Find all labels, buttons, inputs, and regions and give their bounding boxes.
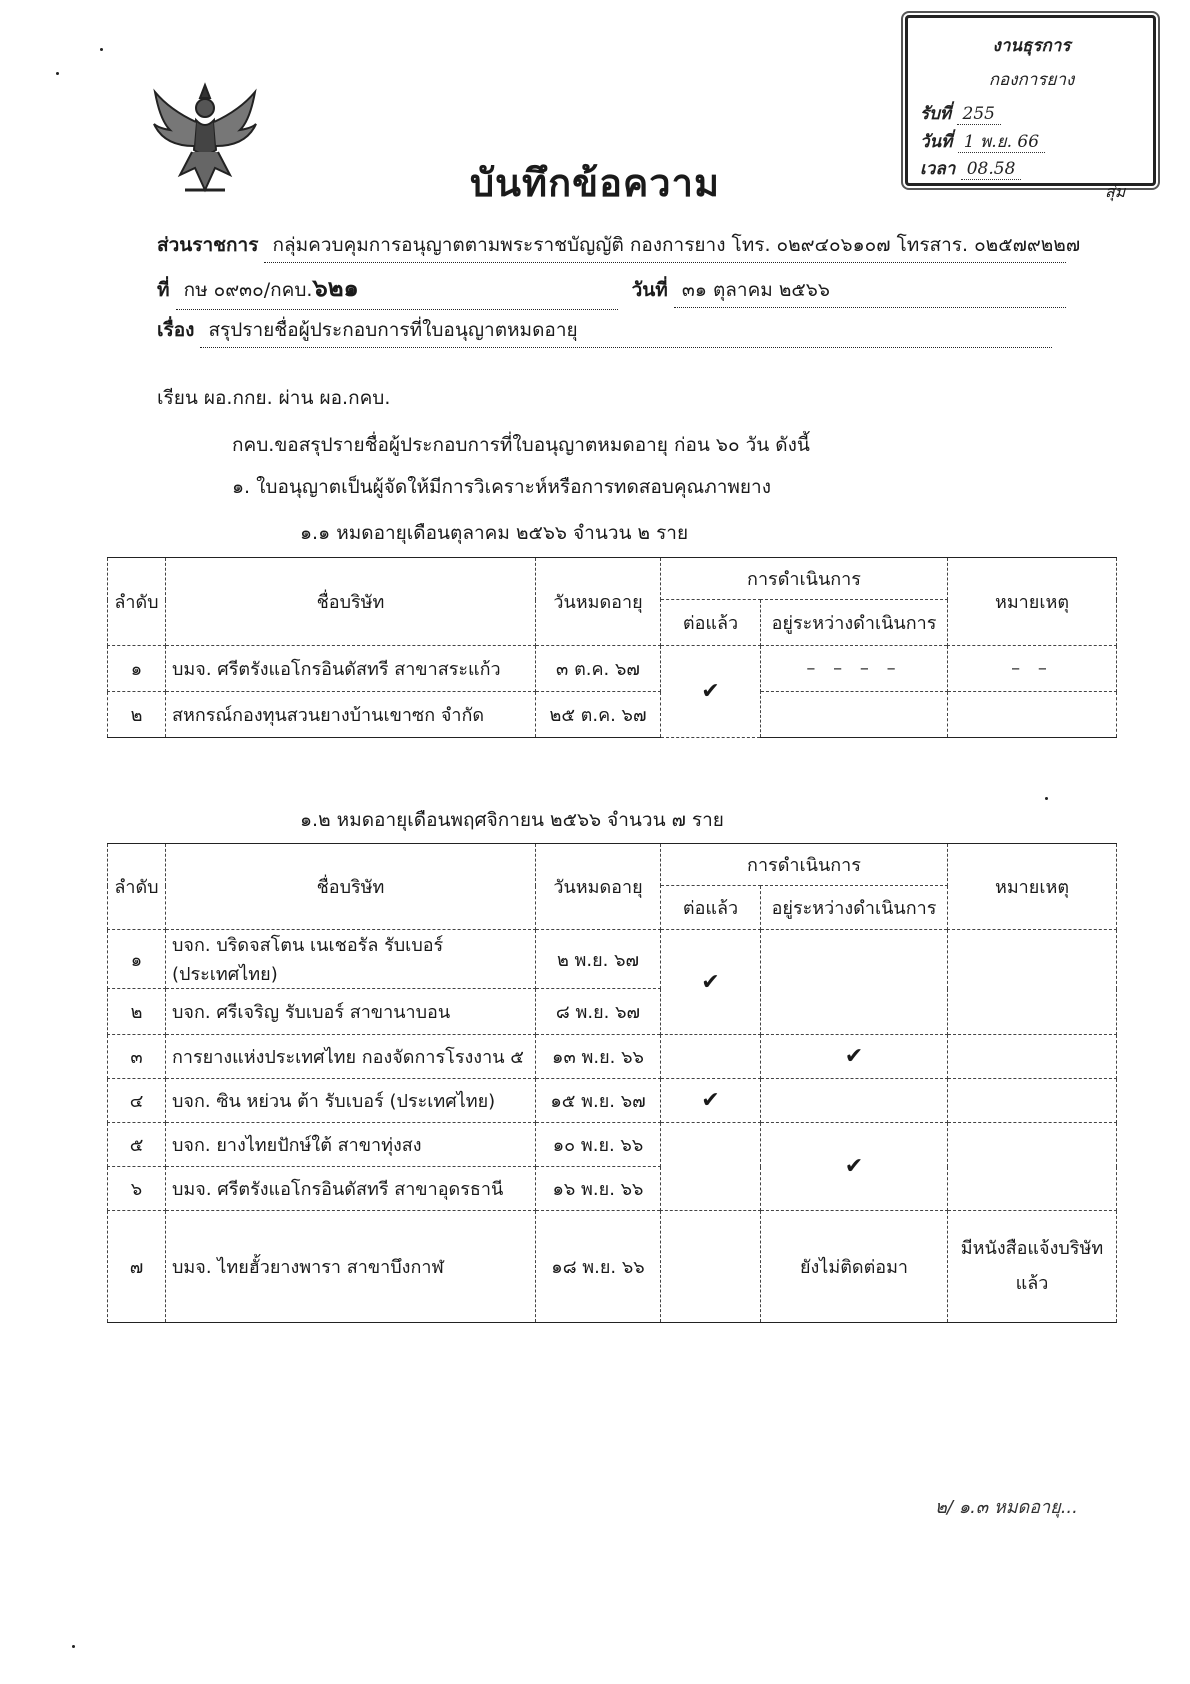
row-company: บจก. ยางไทยปักษ์ใต้ สาขาทุ่งสง bbox=[166, 1123, 536, 1167]
row-company: บจก. ศรีเจริญ รับเบอร์ สาขานาบอน bbox=[166, 989, 536, 1035]
header-no: ลำดับ bbox=[108, 844, 166, 930]
table-row bbox=[108, 1211, 1117, 1323]
subject-value: สรุปรายชื่อผู้ประกอบการที่ใบอนุญาตหมดอายุ bbox=[200, 315, 1052, 348]
row-company: การยางแห่งประเทศไทย กองจัดการโรงงาน ๕ bbox=[166, 1035, 536, 1079]
in-progress-check-icon: ✔ bbox=[761, 1123, 948, 1211]
row-no: ๔ bbox=[108, 1079, 166, 1123]
stamp-handwritten-note: สุ่ม bbox=[1105, 182, 1126, 201]
table-row bbox=[108, 930, 1117, 989]
header-company: ชื่อบริษัท bbox=[166, 558, 536, 646]
table-row bbox=[108, 1123, 1117, 1167]
table-row bbox=[108, 1079, 1117, 1123]
renewed-check-icon: ✔ bbox=[661, 646, 761, 738]
renewed-cell bbox=[661, 1123, 761, 1211]
row-company: สหกรณ์กองทุนสวนยางบ้านเขาซก จำกัด bbox=[166, 692, 536, 738]
renewed-cell bbox=[661, 1035, 761, 1079]
document-title: บันทึกข้อความ bbox=[469, 161, 721, 205]
row-no: ๕ bbox=[108, 1123, 166, 1167]
row-expiry: ๑๓ พ.ย. ๖๖ bbox=[536, 1035, 661, 1079]
reference-label: ที่ bbox=[157, 279, 170, 301]
reference-prefix: กษ ๐๙๓๐/กคบ. bbox=[183, 279, 313, 301]
row-status: ยังไม่ติดต่อมา bbox=[761, 1211, 948, 1323]
row-company: บมจ. ศรีตรังแอโกรอินดัสทรี สาขาสระแก้ว bbox=[166, 646, 536, 692]
row-no: ๗ bbox=[108, 1211, 166, 1323]
header-remark: หมายเหตุ bbox=[948, 558, 1117, 646]
row-expiry: ๒๕ ต.ค. ๖๗ bbox=[536, 692, 661, 738]
scan-speck bbox=[1045, 797, 1048, 800]
expiry-table-october bbox=[107, 557, 1117, 738]
renewed-check-icon: ✔ bbox=[661, 930, 761, 1035]
stamp-time-label: เวลา bbox=[920, 159, 956, 179]
item-1-heading: ๑. ใบอนุญาตเป็นผู้จัดให้มีการวิเคราะห์หรือการทดสอบคุณภาพยาง bbox=[232, 476, 771, 498]
remark-cell bbox=[948, 692, 1117, 738]
stamp-date-label: วันที่ bbox=[920, 132, 953, 152]
subject-field bbox=[157, 315, 1052, 348]
header-no: ลำดับ bbox=[108, 558, 166, 646]
remark-cell bbox=[948, 930, 1117, 1035]
stamp-time-value: 08.58 bbox=[961, 159, 1022, 180]
continuation-footer: ๒/ ๑.๓ หมดอายุ... bbox=[935, 1497, 1078, 1518]
renewed-check-icon: ✔ bbox=[661, 1079, 761, 1123]
header-action: การดำเนินการ bbox=[661, 844, 948, 886]
intro-paragraph: กคบ.ขอสรุปรายชื่อผู้ประกอบการที่ใบอนุญาตหมดอายุ ก่อน ๖๐ วัน ดังนี้ bbox=[232, 434, 810, 456]
date-label: วันที่ bbox=[631, 279, 668, 301]
header-company: ชื่อบริษัท bbox=[166, 844, 536, 930]
stamp-line-1: งานธุรการ bbox=[992, 36, 1071, 56]
remark-dash: – – bbox=[948, 646, 1117, 692]
remark-cell bbox=[948, 1123, 1117, 1211]
section-1-1-heading: ๑.๑ หมดอายุเดือนตุลาคม ๒๕๖๖ จำนวน ๒ ราย bbox=[300, 522, 689, 544]
stamp-date-value: 1 พ.ย. 66 bbox=[958, 132, 1045, 153]
agency-label: ส่วนราชการ bbox=[157, 234, 259, 256]
remark-cell bbox=[948, 1079, 1117, 1123]
agency-field bbox=[157, 230, 1081, 263]
stamp-line-2: กองการยาง bbox=[988, 70, 1075, 90]
header-renewed: ต่อแล้ว bbox=[661, 886, 761, 930]
section-1-2-heading: ๑.๒ หมดอายุเดือนพฤศจิกายน ๒๕๖๖ จำนวน ๗ ราย bbox=[300, 809, 724, 831]
header-remark: หมายเหตุ bbox=[948, 844, 1117, 930]
table-row bbox=[108, 692, 1117, 738]
row-expiry: ๑๕ พ.ย. ๖๗ bbox=[536, 1079, 661, 1123]
row-company: บจก. บริดจสโตน เนเชอรัล รับเบอร์ (ประเทศไทย) bbox=[166, 930, 536, 989]
salutation: เรียน ผอ.กกย. ผ่าน ผอ.กคบ. bbox=[157, 387, 391, 409]
expiry-table-november bbox=[107, 843, 1117, 1323]
table-row bbox=[108, 646, 1117, 692]
row-remark: มีหนังสือแจ้งบริษัทแล้ว bbox=[948, 1211, 1117, 1323]
header-in-progress: อยู่ระหว่างดำเนินการ bbox=[761, 886, 948, 930]
scan-speck bbox=[100, 48, 103, 51]
table-row bbox=[108, 1035, 1117, 1079]
row-expiry: ๑๐ พ.ย. ๖๖ bbox=[536, 1123, 661, 1167]
row-no: ๑ bbox=[108, 930, 166, 989]
row-no: ๓ bbox=[108, 1035, 166, 1079]
in-progress-cell bbox=[761, 1079, 948, 1123]
header-expiry: วันหมดอายุ bbox=[536, 844, 661, 930]
date-value: ๓๑ ตุลาคม ๒๕๖๖ bbox=[674, 275, 1066, 308]
scan-speck bbox=[56, 72, 59, 75]
row-no: ๑ bbox=[108, 646, 166, 692]
row-no: ๒ bbox=[108, 692, 166, 738]
stamp-date bbox=[920, 128, 1143, 155]
reference-number: ๖๒๑ bbox=[312, 274, 359, 302]
stamp-receipt-value: 255 bbox=[957, 104, 1001, 125]
row-company: บมจ. ไทยฮั้วยางพารา สาขาบึงกาฬ bbox=[166, 1211, 536, 1323]
renewed-cell bbox=[661, 1211, 761, 1323]
stamp-receipt-no bbox=[920, 100, 1143, 127]
scan-speck bbox=[72, 1645, 75, 1648]
in-progress-cell bbox=[761, 692, 948, 738]
row-company: บจก. ซิน หย่วน ต้า รับเบอร์ (ประเทศไทย) bbox=[166, 1079, 536, 1123]
row-expiry: ๘ พ.ย. ๖๗ bbox=[536, 989, 661, 1035]
reference-field bbox=[157, 268, 1066, 310]
row-expiry: ๑๖ พ.ย. ๖๖ bbox=[536, 1167, 661, 1211]
header-expiry: วันหมดอายุ bbox=[536, 558, 661, 646]
row-no: ๒ bbox=[108, 989, 166, 1035]
remark-cell bbox=[948, 1035, 1117, 1079]
agency-value: กลุ่มควบคุมการอนุญาตตามพระราชบัญญัติ กองการยาง โทร. ๐๒๙๔๐๖๑๐๗ โทรสาร. ๐๒๕๗๙๒๒๗ bbox=[264, 230, 1066, 263]
stamp-receipt-label: รับที่ bbox=[920, 104, 952, 124]
row-expiry: ๑๘ พ.ย. ๖๖ bbox=[536, 1211, 661, 1323]
in-progress-dash: – – – – bbox=[761, 646, 948, 692]
row-company: บมจ. ศรีตรังแอโกรอินดัสทรี สาขาอุดรธานี bbox=[166, 1167, 536, 1211]
row-expiry: ๓ ต.ค. ๖๗ bbox=[536, 646, 661, 692]
in-progress-check-icon: ✔ bbox=[761, 1035, 948, 1079]
reference-value bbox=[176, 268, 618, 310]
in-progress-cell bbox=[761, 930, 948, 1035]
header-in-progress: อยู่ระหว่างดำเนินการ bbox=[761, 600, 948, 646]
subject-label: เรื่อง bbox=[157, 319, 195, 341]
header-renewed: ต่อแล้ว bbox=[661, 600, 761, 646]
row-no: ๖ bbox=[108, 1167, 166, 1211]
row-expiry: ๒ พ.ย. ๖๗ bbox=[536, 930, 661, 989]
header-action: การดำเนินการ bbox=[661, 558, 948, 600]
